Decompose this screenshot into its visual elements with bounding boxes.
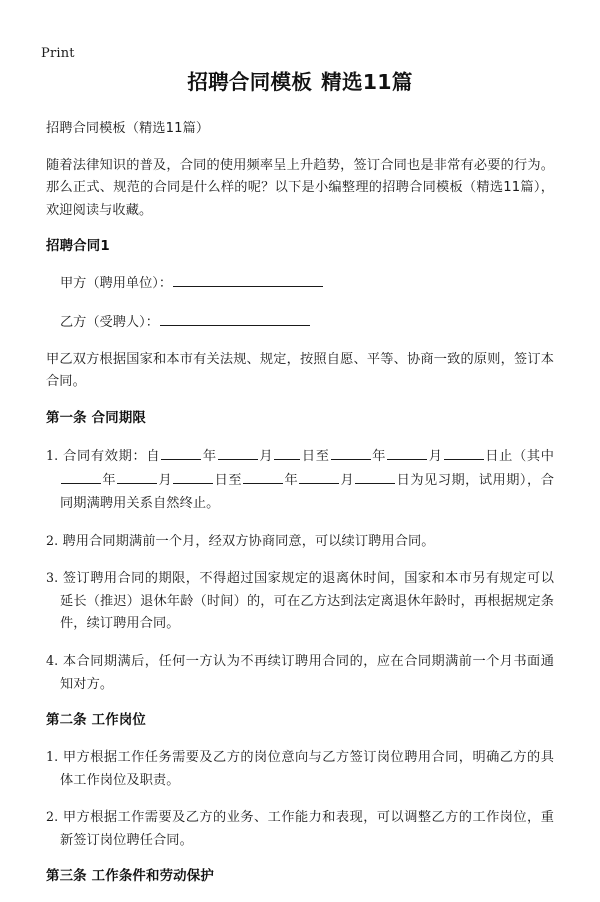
document-body	[46, 68, 554, 902]
clause-text: 甲方根据工作需要及乙方的业务、工作能力和表现，可以调整乙方的工作岗位，重新签订岗位聘任合同。	[60, 810, 554, 848]
party-a-label: 甲方（聘用单位）：	[60, 276, 173, 292]
clause-blank-input[interactable]	[117, 468, 157, 484]
clause-number: 3.	[46, 570, 59, 586]
clause-text: 年	[284, 473, 299, 489]
clause-item	[46, 746, 554, 792]
party-b-label: 乙方（受聘人）：	[60, 314, 159, 330]
clause-blank-input[interactable]	[444, 444, 484, 460]
clause-blank-input[interactable]	[243, 468, 283, 484]
clause-blank-input[interactable]	[274, 444, 300, 460]
clause-number: 4.	[46, 652, 59, 668]
clause-text: 月	[158, 473, 173, 489]
clause-text: 合同有效期：自	[63, 448, 161, 464]
clause-text: 日至	[301, 448, 330, 464]
clause-number: 2.	[46, 532, 59, 548]
clause-text: 年	[102, 473, 117, 489]
clause-text: 日为见习期，试用期），合同期满聘用关系自然终止。	[60, 473, 554, 511]
clause-blank-input[interactable]	[161, 444, 201, 460]
preamble-paragraph: 甲乙双方根据国家和本市有关法规、规定，按照自愿、平等、协商一致的原则，签订本合同。	[46, 351, 554, 390]
party-b-row	[46, 310, 554, 335]
clause-blank-input[interactable]	[331, 444, 371, 460]
clause-blank-input[interactable]	[299, 468, 339, 484]
clause-number: 1.	[46, 447, 59, 463]
clause-item	[46, 650, 554, 696]
print-button[interactable]: Print	[41, 46, 75, 61]
clause-text: 月	[428, 448, 443, 464]
clause-item	[46, 567, 554, 636]
intro-paragraph: 随着法律知识的普及，合同的使用频率呈上升趋势，签订合同也是非常有必要的行为。那么正式、规范的合同是什么样的呢？以下是小编整理的招聘合同模板（精选11篇），欢迎阅读与收藏。	[46, 157, 554, 218]
clause-text: 月	[340, 473, 355, 489]
party-b-input[interactable]	[160, 310, 310, 326]
clause-text: 签订聘用合同的期限，不得超过国家规定的退离休时间，国家和本市另有规定可以延长（推迟）退休年龄（时间）的，可在乙方达到法定离退休年龄时，再根据规定条件，续订聘用合同。	[60, 571, 554, 632]
clause-text: 日止（其中	[484, 448, 555, 464]
clause-text: 月	[258, 448, 274, 464]
clause-blank-input[interactable]	[387, 444, 427, 460]
section-heading: 第二条 工作岗位	[46, 713, 146, 729]
contract-heading: 招聘合同1	[46, 239, 110, 255]
clause-item	[46, 530, 554, 554]
page-title-main: 招聘合同模板	[187, 70, 313, 94]
clause-blank-input[interactable]	[355, 468, 395, 484]
clause-item	[46, 806, 554, 852]
clause-text: 年	[371, 448, 387, 464]
clause-blank-input[interactable]	[173, 468, 213, 484]
section-heading: 第一条 合同期限	[46, 410, 146, 426]
clause-text: 本合同期满后，任何一方认为不再续订聘用合同的，应在合同期满前一个月书面通知对方。	[60, 653, 554, 692]
clause-text: 聘用合同期满前一个月，经双方协商同意，可以续订聘用合同。	[62, 533, 435, 549]
clause-blank-input[interactable]	[218, 444, 258, 460]
clause-text: 年	[202, 448, 217, 464]
clause-text: 甲方根据工作任务需要及乙方的岗位意向与乙方签订岗位聘用合同，明确乙方的具体工作岗位及职责。	[60, 750, 554, 788]
clause-number: 1.	[46, 749, 59, 765]
sections-container	[46, 408, 554, 889]
party-a-input[interactable]	[173, 271, 323, 287]
page-title	[46, 68, 554, 96]
clause-item	[46, 444, 554, 516]
section-heading: 第三条 工作条件和劳动保护	[46, 869, 214, 885]
clause-blank-input[interactable]	[61, 468, 101, 484]
document-subtitle: 招聘合同模板（精选11篇）	[46, 121, 210, 136]
party-a-row	[46, 271, 554, 296]
clause-number: 2.	[46, 809, 59, 825]
page-title-suffix: 精选11篇	[321, 70, 413, 94]
clause-text: 日至	[214, 473, 243, 489]
